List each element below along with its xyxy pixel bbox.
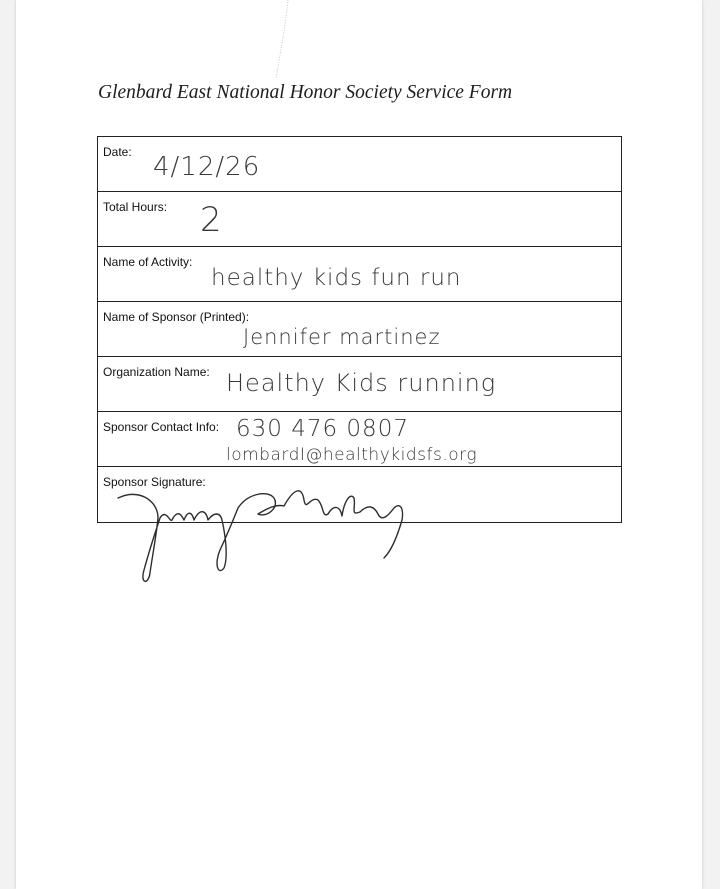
total-hours-label: Total Hours: (103, 200, 168, 214)
organization-value: Healthy Kids running (226, 369, 497, 397)
total-hours-row (98, 192, 621, 247)
activity-row (98, 247, 621, 302)
form-title: Glenbard East National Honor Society Service Form (98, 82, 513, 103)
sponsor-signature (98, 478, 418, 588)
activity-value: healthy kids fun run (211, 265, 462, 291)
contact-phone-value: 630 476 0807 (236, 416, 409, 442)
sponsor-name-value: Jennifer martinez (243, 325, 441, 349)
date-row (98, 137, 621, 192)
sponsor-name-row (98, 302, 621, 357)
total-hours-value: 2 (200, 200, 223, 240)
form-page (16, 0, 702, 889)
contact-email-value: lombardI@healthykidsfs.org (226, 445, 478, 465)
sponsor-name-label: Name of Sponsor (Printed): (103, 310, 250, 324)
form-table (97, 136, 622, 523)
activity-label: Name of Activity: (103, 255, 193, 269)
date-value: 4/12/26 (153, 152, 261, 182)
date-label: Date: (103, 145, 132, 159)
organization-row (98, 357, 621, 412)
organization-label: Organization Name: (103, 365, 210, 379)
contact-info-row (98, 412, 621, 467)
signature-label: Sponsor Signature: (103, 475, 206, 489)
contact-info-label: Sponsor Contact Info: (103, 420, 220, 434)
paper-crease (266, 0, 296, 80)
